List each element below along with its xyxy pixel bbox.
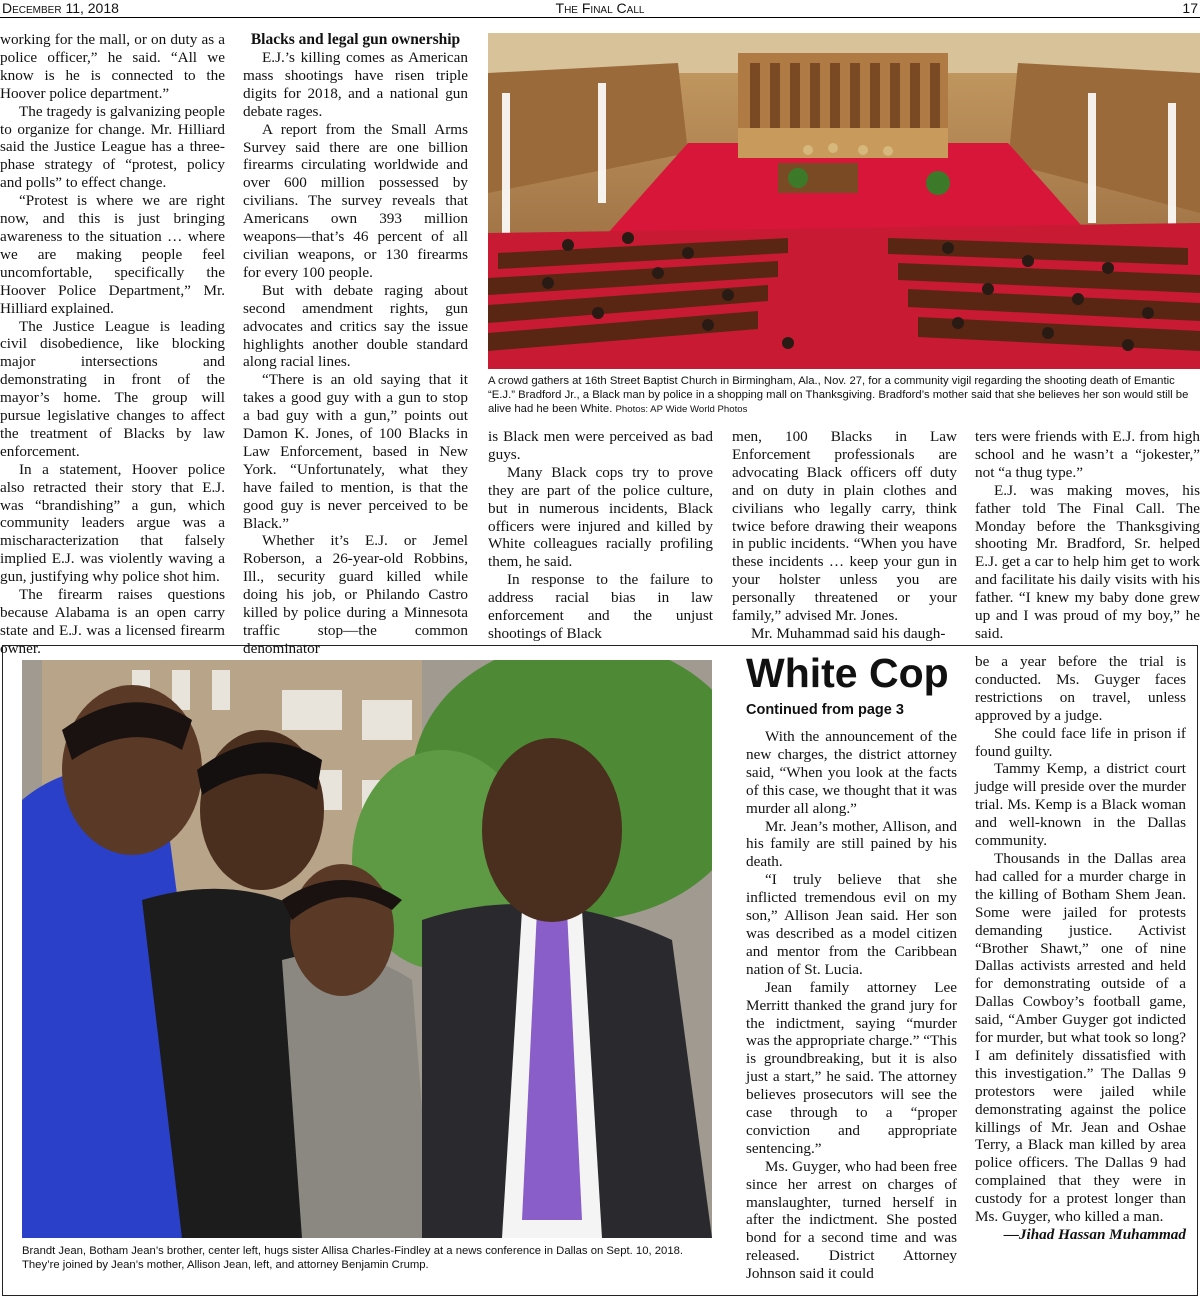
paragraph: The tragedy is galvanizing people to organize for change. Mr. Hilliard said the Justice League has a three-phase strategy of “protest, policy and polls” to effect change. xyxy=(0,102,225,192)
section-heading: Blacks and legal gun ownership xyxy=(250,31,461,48)
paragraph: Many Black cops try to prove they are part of the police culture, but in numerous incidents, Black officers were injured and killed by White colleagues racially profiling them, he said. xyxy=(488,463,713,571)
paragraph: “I truly believe that she inflicted tremendous evil on my son,” Allison Jean said. Her son was described as a model citizen and mentor from the Caribbean nation of St. Lucia. xyxy=(746,871,957,978)
paragraph: Whether it’s E.J. or Jemel Roberson, a 26-year-old Robbins, Ill., security guard killed while doing his job, or Philando Castro killed by police during a Minnesota traffic stop—the common denominator xyxy=(243,532,468,657)
news-conference-photo xyxy=(22,660,712,1238)
page-number: 17 xyxy=(1182,0,1198,16)
news-conference-illustration xyxy=(22,660,712,1238)
paragraph: Ms. Guyger, who had been free since her arrest on charges of manslaughter, turned herself in after the indictment. She posted bond for a second time and was released. District Attorney Johnson said it could xyxy=(746,1157,957,1283)
paragraph: But with debate raging about second amendment rights, gun advocates and critics say the issue highlights another double standard along racial lines. xyxy=(243,281,468,371)
paragraph: ters were friends with E.J. from high school and he wasn’t a “jokester,” not “a thug type.” xyxy=(975,428,1200,481)
paragraph: A report from the Small Arms Survey said there are one billion firearms circulating worldwide and over 600 million possessed by civilians. The survey reveals that Americans own 393 million weapons—that’s 46 percent of all civilian weapons, or 130 firearms for every 100 people. xyxy=(243,120,468,281)
paragraph: “There is an old saying that it takes a good guy with a gun to stop a bad guy with a gun,” points out Damon K. Jones, of 100 Blacks in Law Enforcement, based in New York. “Unfortunately, what they have failed to mention, is that the good guy is never perceived to be Black.” xyxy=(243,371,468,532)
paragraph: Jean family attorney Lee Merritt thanked the grand jury for the indictment, saying “murder was the appropriate charge.” “This is groundbreaking, but it is also just a start,” he said. The attorney believes prosecutors will see the case through to a “proper conviction and appropriate sentencing.” xyxy=(746,978,957,1157)
paragraph: The firearm raises questions because Alabama is an open carry state and E.J. was a licensed firearm owner. xyxy=(0,586,225,657)
paragraph: Thousands in the Dallas area had called for a murder charge in the killing of Botham Shem Jean. Some were jailed for protests demanding justice. Activist “Brother Shawt,” one of nine Dallas activists arrested and held for demonstrating outside of a Dallas Cowboy’s football game, said, “Amber Guyger got indicted for murder, but what took so long? I am definitely dissatisfied with this investigation.” The Dallas 9 protestors were jailed while demonstrating against the police killings of Mr. Jean and Oshae Terry, a Black man killed by area police officers. The Dallas 9 had complained that they were in custody for a protest longer than Ms. Guyger, who killed a man. xyxy=(975,849,1186,1226)
article-column-3 xyxy=(488,428,713,643)
issue-date: December 11, 2018 xyxy=(2,0,119,16)
article-column-1 xyxy=(0,31,225,658)
church-photo-caption xyxy=(488,374,1200,417)
paragraph: E.J.’s killing comes as American mass shootings have risen triple digits for 2018, and a national gun debate rages. xyxy=(243,49,468,120)
article-column-4 xyxy=(732,428,957,643)
photo-credit: Photos: AP Wide World Photos xyxy=(615,404,748,415)
paragraph: Mr. Muhammad said his daugh- xyxy=(751,624,946,642)
church-interior-illustration xyxy=(488,33,1200,369)
paragraph: In response to the failure to address racial bias in law enforcement and the unjust shootings of Black xyxy=(488,571,713,642)
paragraph: She could face life in prison if found guilty. xyxy=(975,724,1186,760)
paragraph: E.J. was making moves, his father told The Final Call. The Monday before the Thanksgiving shooting Mr. Bradford, Sr. helped E.J. get a car to help him get to work and facilitate his daily visits with his father. “I knew my baby done grew up and I was proud of my boy,” he said. xyxy=(975,481,1200,642)
paragraph: With the announcement of the new charges, the district attorney said, “When you look at the facts of this case, we thought that it was murder all along.” xyxy=(746,728,957,817)
paragraph: working for the mall, or on duty as a police officer,” he said. “All we know is he is connected to the Hoover police department.” xyxy=(0,31,225,102)
byline: —Jihad Hassan Muhammad xyxy=(1003,1226,1186,1243)
headline: White Cop xyxy=(746,650,949,696)
story2-column-1 xyxy=(746,728,957,1283)
paragraph: In a statement, Hoover police also retracted their story that E.J. was “brandishing” a gun, which community leaders argue was a mischaracterization that falsely implied E.J. was violently waving a gun, justifying why police shot him. xyxy=(0,460,225,586)
paragraph: “Protest is where we are right now, and this is just bringing awareness to the situation … where we are making people feel uncomfortable, specifically the Hoover Police Department,” Mr. Hilliard explained. xyxy=(0,192,225,317)
continued-from: Continued from page 3 xyxy=(746,702,904,718)
article-column-2 xyxy=(243,31,468,658)
news-conference-caption: Brandt Jean, Botham Jean’s brother, center left, hugs sister Allisa Charles-Findley at a news conference in Dallas on Sept. 10, 2018. They’re joined by Jean’s mother, Allison Jean, left, and attorney Benjamin Crump. xyxy=(22,1245,684,1271)
caption-text: A crowd gathers at 16th Street Baptist Church in Birmingham, Ala., Nov. 27, for a community vigil regarding the shooting death of Emantic “E.J.” Bradford Jr., a Black man by police in a shopping mall on Thanksgiving. Bradford’s mother said that she believes her son would still be alive had he been White. xyxy=(488,375,1189,415)
story2-column-2 xyxy=(975,653,1186,1244)
paragraph: be a year before the trial is conducted. Ms. Guyger faces restrictions on travel, unless approved by a judge. xyxy=(975,653,1186,724)
paragraph: The Justice League is leading civil disobedience, like blocking major intersections and demonstrating in front of the mayor’s home. The group will pursue legislative changes to affect the treatment of Blacks by law enforcement. xyxy=(0,317,225,460)
paragraph: Mr. Jean’s mother, Allison, and his family are still pained by his death. xyxy=(746,817,957,871)
paragraph: Tammy Kemp, a district court judge will preside over the murder trial. Ms. Kemp is a Black woman and well-known in the Dallas community. xyxy=(975,760,1186,850)
publication-title: The Final Call xyxy=(555,0,645,16)
church-vigil-photo xyxy=(488,33,1200,369)
paragraph: is Black men were perceived as bad guys. xyxy=(488,428,713,463)
paragraph: men, 100 Blacks in Law Enforcement professionals are advocating Black officers off duty and on duty in plain clothes and civilians who legally carry, think twice before drawing their weapons in public incidents. “When you have these incidents … keep your gun in your holster unless you are personally threatened or your family,” advised Mr. Jones. xyxy=(732,428,957,625)
page-header xyxy=(0,0,1200,18)
article-column-5 xyxy=(975,428,1200,643)
